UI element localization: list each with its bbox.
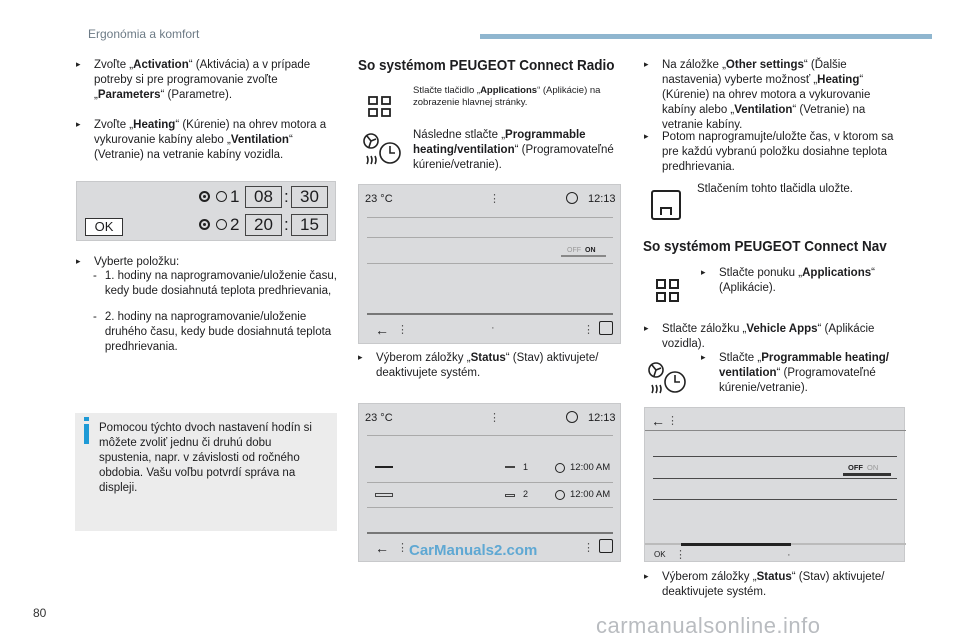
info-icon <box>84 424 89 444</box>
ventilation-mode-icon[interactable] <box>375 493 393 497</box>
clock-icon <box>555 463 565 473</box>
radio-step-applications: Stlačte tlačidlo „Applications“ (Aplikácie) na zobrazenie hlavnej stránky. <box>413 85 601 109</box>
timer-2-label: 2 <box>523 489 529 499</box>
pointer-icon: ▸ <box>76 256 81 266</box>
section-title: Ergonómia a komfort <box>88 27 200 41</box>
clock-icon <box>555 490 565 500</box>
timer-2-hours[interactable]: 20 <box>245 214 282 236</box>
timer-display <box>76 181 336 241</box>
back-arrow-icon[interactable]: ← <box>651 413 665 429</box>
watermark: carmanualsonline.info <box>596 613 821 638</box>
timer-2-time[interactable]: 12:00 AM <box>570 489 611 500</box>
ok-button[interactable]: OK <box>85 218 123 236</box>
outside-temperature: 23 °C <box>365 412 393 424</box>
clock-icon <box>216 219 227 230</box>
col3-step-program: ▸ Potom naprogramujte/uložte čas, v ktorom sa pre každú vybranú položku dosiahne teplota predhrievania. <box>644 131 894 173</box>
radio-selected-icon[interactable] <box>199 191 210 202</box>
time-separator: : <box>284 187 289 206</box>
timer-1-label: 1 <box>230 187 240 206</box>
applications-icon <box>656 279 680 303</box>
pointer-icon: ▸ <box>644 131 649 141</box>
save-icon <box>651 190 681 220</box>
timer-1-hours[interactable]: 08 <box>245 186 282 208</box>
info-text: Pomocou týchto dvoch nastavení hodín si môžete zvoliť jednu či druhú dobu spustenia, napr. v závislosti od ročného obdobia. Vašu voľbu potvrdí správa na displeji. <box>99 422 312 494</box>
site-watermark: CarManuals2.com <box>409 542 538 559</box>
connect-radio-title: So systémom PEUGEOT Connect Radio <box>358 57 615 74</box>
pointer-icon: ▸ <box>76 119 81 129</box>
timer-1-time[interactable]: 12:00 AM <box>570 462 611 473</box>
page-number: 80 <box>33 606 47 620</box>
pointer-icon: ▸ <box>644 59 649 69</box>
timer-1-label: 1 <box>523 462 529 472</box>
nav-step-vehicle-apps: ▸ Stlačte záložku „Vehicle Apps“ (Aplikácie vozidla). <box>644 323 875 350</box>
save-instruction: Stlačením tohto tlačidla uložte. <box>697 183 853 195</box>
settings-gear-icon[interactable] <box>566 411 578 423</box>
timer-2-minutes[interactable]: 15 <box>291 214 328 236</box>
nav-screen-status: ← ⋮ OFF ON OK ⋮ · <box>644 407 905 562</box>
connect-nav-title: So systémom PEUGEOT Connect Nav <box>643 238 887 255</box>
pointer-icon: ▸ <box>701 352 706 362</box>
col1-step-select: ▸ Vyberte položku: <box>76 256 180 268</box>
timer-2-label: 2 <box>230 215 240 234</box>
radio-selected-icon[interactable] <box>199 219 210 230</box>
info-icon-dot <box>84 417 89 421</box>
divider-dots: ⋮ <box>489 193 500 205</box>
settings-gear-icon[interactable] <box>566 192 578 204</box>
radio-screen-status: 23 °C ⋮ 12:13 OFF ON ← ⋮ · ⋮ <box>358 184 621 344</box>
ok-button[interactable]: OK <box>654 550 666 559</box>
header-rule <box>480 34 932 39</box>
save-icon[interactable] <box>599 321 613 335</box>
applications-icon <box>368 96 392 118</box>
time-separator: : <box>284 215 289 234</box>
nav-step-applications: ▸ Stlačte ponuku „Applications“ (Aplikácie). <box>701 267 875 294</box>
radio-screen-timers: 23 °C ⋮ 12:13 1 12:00 AM 2 12:00 AM ← ⋮ CarManuals2.com ⋮ <box>358 403 621 562</box>
pointer-icon: ▸ <box>358 352 363 362</box>
programmable-heating-icon <box>363 132 401 166</box>
programmable-heating-icon <box>648 361 686 395</box>
col1-step-heating: ▸ Zvoľte „Heating“ (Kúrenie) na ohrev motora a vykurovanie kabíny alebo „Ventilation“ (Vetranie) na vetranie kabíny vozidla. <box>76 119 327 161</box>
col3-step-other-settings: ▸ Na záložke „Other settings“ (Ďalšie nastavenia) vyberte možnosť „Heating“ (Kúrenie) na ohrev motora a vykurovanie kabíny alebo „Ventilation“ (Vetranie) na vetranie kabíny. <box>644 59 871 131</box>
outside-temperature: 23 °C <box>365 193 393 205</box>
back-arrow-icon[interactable]: ← <box>375 322 389 338</box>
radio-step-status: ▸ Výberom záložky „Status“ (Stav) aktivujete/ deaktivujete systém. <box>358 352 599 379</box>
nav-step-programmable: ▸ Stlačte „Programmable heating/ ventilation“ (Programovateľné kúrenie/vetranie). <box>701 352 889 394</box>
clock-time: 12:13 <box>588 412 616 424</box>
heating-mode-icon[interactable] <box>375 466 393 468</box>
save-icon[interactable] <box>599 539 613 553</box>
clock-icon <box>216 191 227 202</box>
clock-time: 12:13 <box>588 193 616 205</box>
col1-step-activation: ▸ Zvoľte „Activation“ (Aktivácia) a v prípade potreby si pre programovanie zvoľte „Parameters“ (Parametre). <box>76 59 311 101</box>
nav-step-status: ▸ Výberom záložky „Status“ (Stav) aktivujete/ deaktivujete systém. <box>644 571 885 598</box>
pointer-icon: ▸ <box>76 59 81 69</box>
col1-item-2: - 2. hodiny na naprogramovanie/uloženie druhého času, kedy bude dosiahnutá teplota predhrievania. <box>93 311 332 353</box>
timer-1-minutes[interactable]: 30 <box>291 186 328 208</box>
back-arrow-icon[interactable]: ← <box>375 540 389 556</box>
pointer-icon: ▸ <box>644 571 649 581</box>
status-toggle[interactable]: OFF ON <box>567 247 596 254</box>
pointer-icon: ▸ <box>644 323 649 333</box>
col1-item-1: - 1. hodiny na naprogramovanie/uloženie času, kedy bude dosiahnutá teplota predhrievania, <box>93 270 337 297</box>
status-toggle[interactable]: OFF ON <box>848 463 879 472</box>
pointer-icon: ▸ <box>701 267 706 277</box>
radio-step-programmable: Následne stlačte „Programmable heating/ventilation“ (Programovateľné kúrenie/vetranie). <box>413 129 614 171</box>
